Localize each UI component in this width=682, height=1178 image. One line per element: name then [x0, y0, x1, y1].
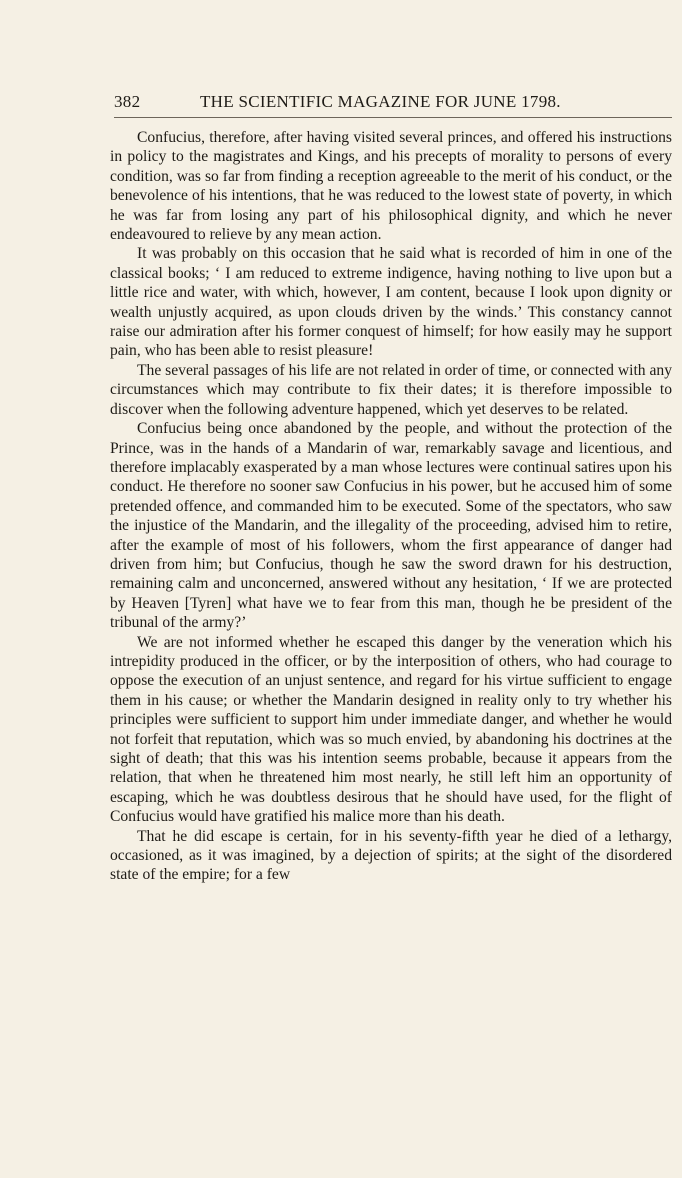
running-head: [114, 92, 584, 114]
paragraph-mandarin: Confucius being once abandoned by the people, and without the protection of the Prince, was in the hands of a Mandarin of war, remarkably savage and licentious, and therefore implacably exasperated by a man whose lectures were continual satires upon his conduct. He therefore no sooner saw Confucius in his power, but he accused him of some pretended offence, and commanded him to be executed. Some of the spectators, who saw the injustice of the Mandarin, and the illegality of the proceeding, advised him to retire, after the example of most of his followers, whom the first appearance of danger had driven from him; but Confucius, though he saw the sword drawn for his destruction, remaining calm and unconcerned, answered without any hesitation, ‘ If we are protected by Heaven [Tyren] what have we to fear from this man, though he be president of the tribunal of the army?’: [110, 420, 672, 632]
article-body: [110, 128, 672, 885]
header-rule: [114, 117, 672, 118]
paragraph-death: That he did escape is certain, for in his seventy-fifth year he died of a lethargy, occasioned, as it was imagined, by a dejection of spirits; at the sight of the disordered state of the empire; for a few: [110, 827, 672, 884]
paragraph-chronology: The several passages of his life are not related in order of time, or connected with any circumstances which may contribute to fix their dates; it is therefore impossible to discover when the following adventure happened, which yet deserves to be related.: [110, 361, 672, 418]
paragraph-indigence-quote: It was probably on this occasion that he said what is recorded of him in one of the classical books; ‘ I am reduced to extreme indigence, having nothing to live upon but a little rice and water, with which, however, I am content, because I look upon dignity or wealth unjustly acquired, as upon clouds driven by the winds.’ This constancy cannot raise our admiration after his former conquest of himself; for how easily may he support pain, who has been able to resist pleasure!: [110, 245, 672, 360]
running-title: THE SCIENTIFIC MAGAZINE FOR JUNE 1798.: [200, 92, 561, 111]
paragraph-poverty: Confucius, therefore, after having visited several princes, and offered his instructions in policy to the magistrates and Kings, and his precepts of morality to persons of every condition, was so far from finding a reception agreeable to the merit of his conduct, or the benevolence of his intentions, that he was reduced to the lowest state of poverty, in which he was far from losing any part of his philosophical dignity, and which he never endeavoured to relieve by any mean action.: [110, 129, 672, 244]
paragraph-escape-speculation: We are not informed whether he escaped this danger by the veneration which his intrepidity produced in the officer, or by the interposition of others, who had courage to oppose the execution of an unjust sentence, and regard for his virtue sufficient to engage them in his cause; or whether the Mandarin designed in reality only to try whether his principles were sufficient to support him under immediate danger, and whether he would not forfeit that reputation, which was so much envied, by abandoning his doctrines at the sight of death; that this was his intention seems probable, because it appears from the relation, that when he threatened him most nearly, he still left him an opportunity of escaping, which he was doubtless desirous that he should have used, for the flight of Confucius would have gratified his malice more than his death.: [110, 633, 672, 826]
page-number: 382: [114, 92, 141, 111]
